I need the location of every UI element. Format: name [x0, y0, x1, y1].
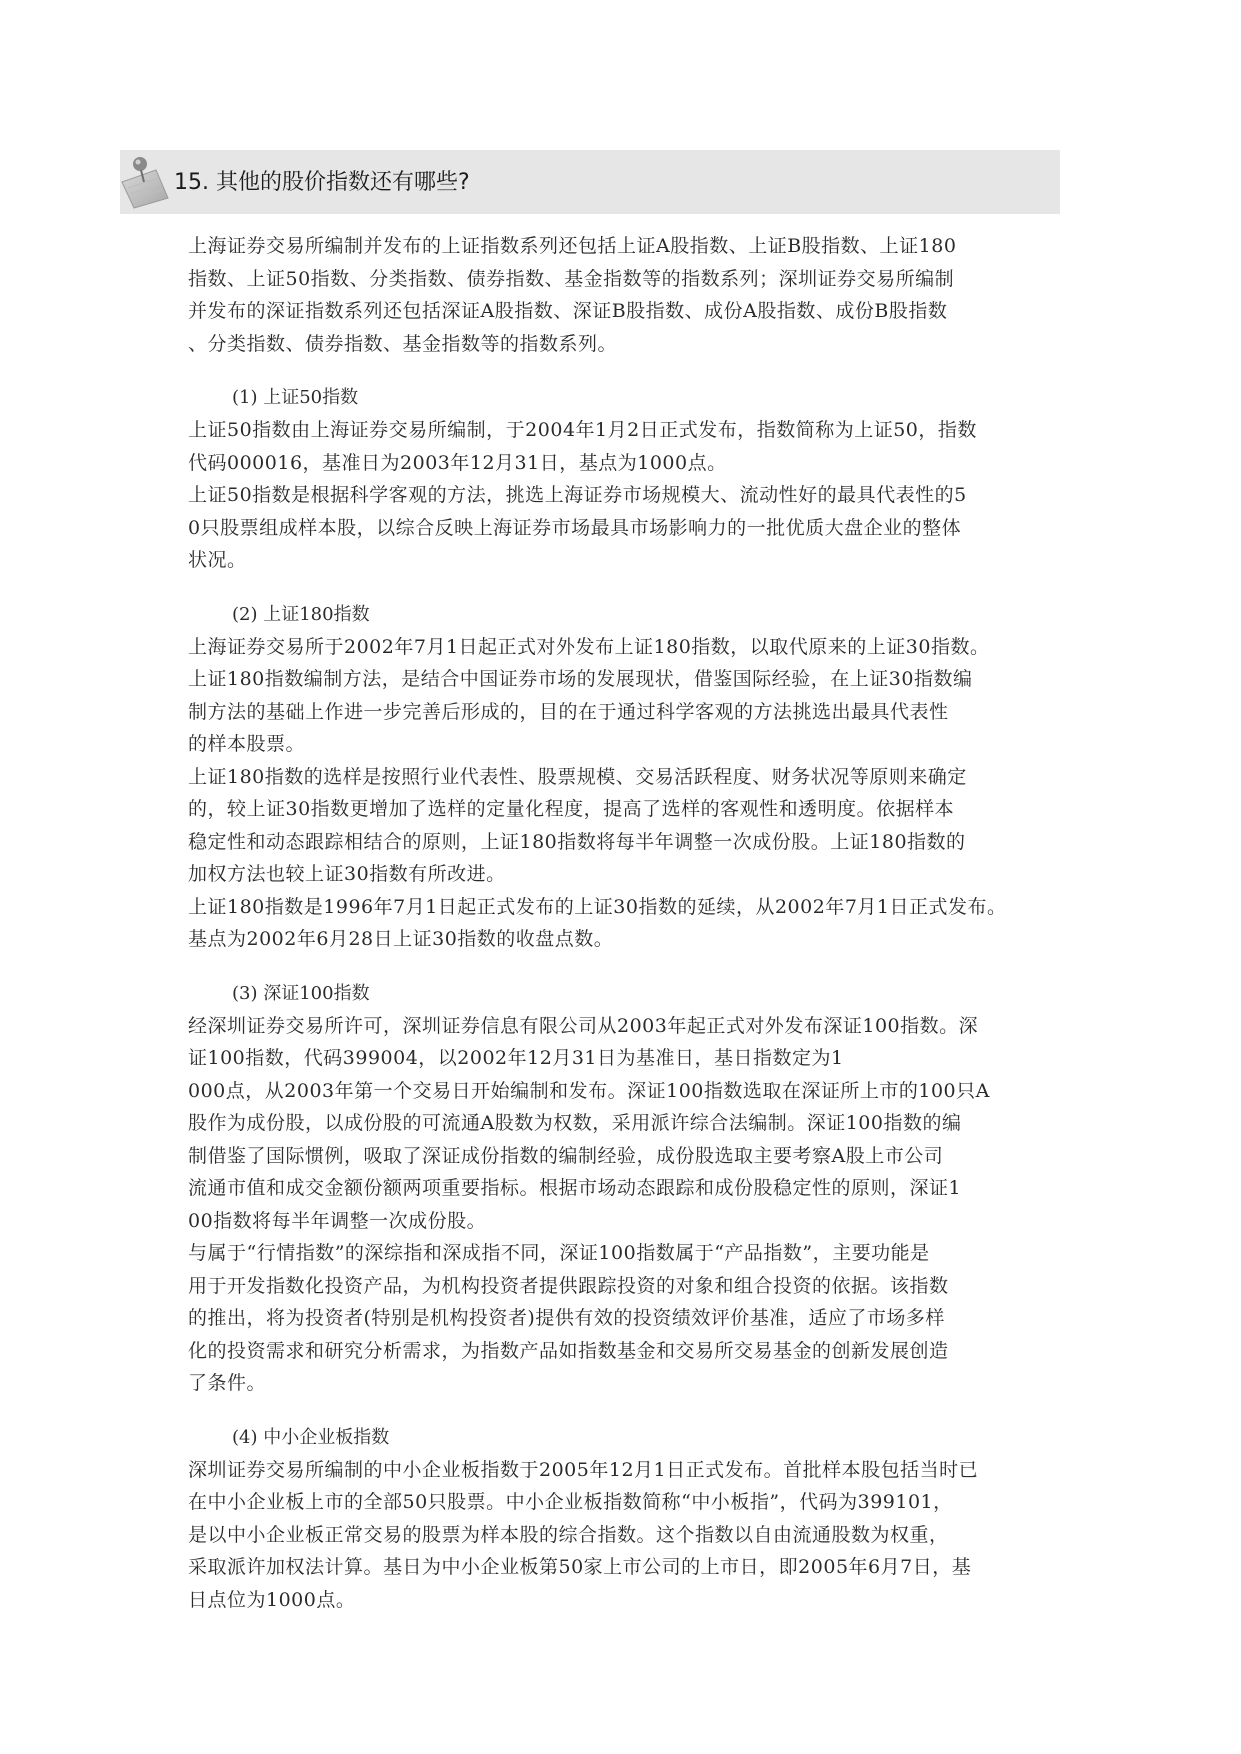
section-heading: (3) 深证100指数 — [232, 982, 370, 1004]
document-body — [188, 230, 1056, 1616]
section-shangzheng-50 — [188, 382, 1056, 577]
section-shenzheng-100 — [188, 978, 1056, 1400]
section-heading: (4) 中小企业板指数 — [232, 1426, 390, 1448]
section-shangzheng-180 — [188, 599, 1056, 956]
page-title: 15. 其他的股价指数还有哪些? — [174, 170, 470, 195]
body-paragraph: 与属于“行情指数”的深综指和深成指不同，深证100指数属于“产品指数”，主要功能是 用于开发指数化投资产品，为机构投资者提供跟踪投资的对象和组合投资的依据。该指数 的推出，将为投资者(特别是机构投资者)提供有效的投资绩效评价基准，适应了市场多样 化的投资需求和研究分析需求，为指数产品如指数基金和交易所交易基金的创新发展创造 了条件。 — [188, 1242, 949, 1394]
pushpin-note-icon — [116, 152, 176, 210]
body-paragraph: 上海证券交易所于2002年7月1日起正式对外发布上证180指数，以取代原来的上证30指数。 — [188, 635, 990, 658]
body-paragraph: 上证180指数是1996年7月1日起正式发布的上证30指数的延续，从2002年7月1日正式发布。 基点为2002年6月28日上证30指数的收盘点数。 — [188, 895, 1007, 950]
section-sme-board — [188, 1422, 1056, 1617]
body-paragraph: 上证50指数是根据科学客观的方法，挑选上海证券市场规模大、流动性好的最具代表性的5 0只股票组成样本股，以综合反映上海证券市场最具市场影响力的一批优质大盘企业的整体 状况。 — [188, 484, 967, 571]
body-paragraph: 经深圳证券交易所许可，深圳证券信息有限公司从2003年起正式对外发布深证100指数。深 证100指数，代码399004，以2002年12月31日为基准日，基日指数定为1 000点，从2003年第一个交易日开始编制和发布。深证100指数选取在深证所上市的100只A 股作为成份股，以成份股的可流通A股数为权数，采用派许综合法编制。深证100指数的编 制借鉴了国际惯例，吸取了深证成份指数的编制经验，成份股选取主要考察A股上市公司 流通市值和成交金额份额两项重要指标。根据市场动态跟踪和成份股稳定性的原则，深证1 00指数将每半年调整一次成份股。 — [188, 1014, 990, 1232]
body-paragraph: 上证180指数编制方法，是结合中国证券市场的发展现状，借鉴国际经验，在上证30指数编 制方法的基础上作进一步完善后形成的，目的在于通过科学客观的方法挑选出最具代表性 的样本股票。 — [188, 668, 973, 755]
body-paragraph: 深圳证券交易所编制的中小企业板指数于2005年12月1日正式发布。首批样本股包括当时已 在中小企业板上市的全部50只股票。中小企业板指数简称“中小板指”，代码为399101， 是以中小企业板正常交易的股票为样本股的综合指数。这个指数以自由流通股数为权重， 采取派许加权法计算。基日为中小企业板第50家上市公司的上市日，即2005年6月7日，基 日点位为1000点。 — [188, 1458, 979, 1611]
section-heading: (2) 上证180指数 — [232, 603, 370, 625]
section-heading: (1) 上证50指数 — [232, 387, 359, 408]
intro-paragraph: 上海证券交易所编制并发布的上证指数系列还包括上证A股指数、上证B股指数、上证180 指数、上证50指数、分类指数、债券指数、基金指数等的指数系列；深圳证券交易所编制 并发布的深证指数系列还包括深证A股指数、深证B股指数、成份A股指数、成份B股指数 、分类指数、债券指数、基金指数等的指数系列。 — [188, 235, 957, 355]
body-paragraph: 上证50指数由上海证券交易所编制，于2004年1月2日正式发布，指数简称为上证50，指数 代码000016，基准日为2003年12月31日，基点为1000点。 — [188, 419, 977, 474]
body-paragraph: 上证180指数的选样是按照行业代表性、股票规模、交易活跃程度、财务状况等原则来确定 的，较上证30指数更增加了选样的定量化程度，提高了选样的客观性和透明度。依据样本 稳定性和动态跟踪相结合的原则，上证180指数将每半年调整一次成份股。上证180指数的 加权方法也较上证30指数有所改进。 — [188, 765, 967, 885]
